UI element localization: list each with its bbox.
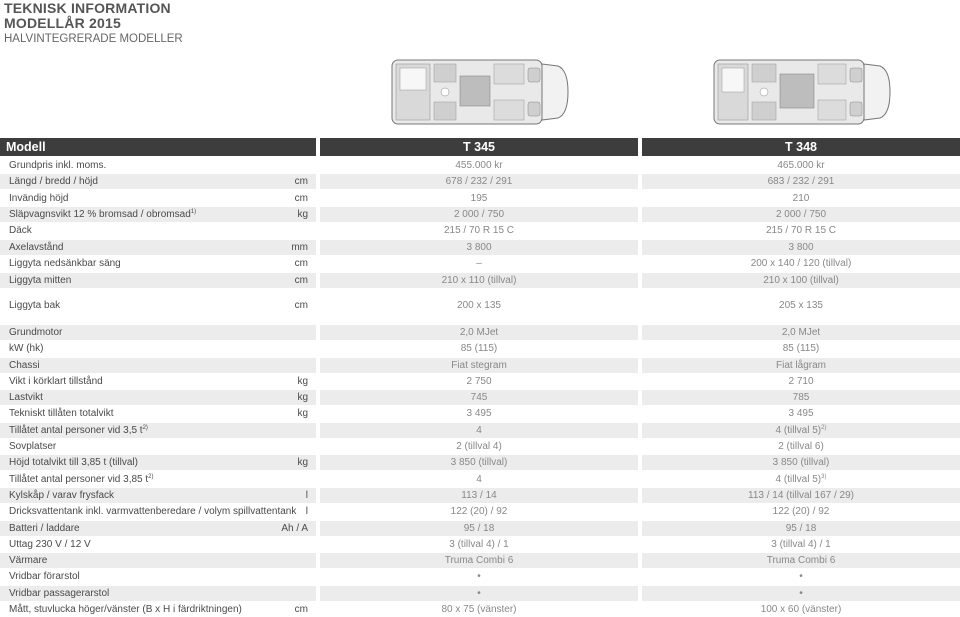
value-t348	[642, 273, 960, 288]
table-row	[0, 374, 960, 389]
row-label-text: Invändig höjd	[9, 193, 69, 204]
table-row	[0, 488, 960, 503]
row-label-text: Värmare	[9, 555, 48, 566]
table-row	[0, 158, 960, 173]
value-t345: Fiat stegram	[320, 358, 638, 373]
row-label-text: Axelavstånd	[9, 242, 64, 253]
footnote-marker: 1)	[190, 209, 197, 215]
value-t348-text: 3 495	[788, 408, 814, 419]
row-unit: kg	[297, 376, 308, 387]
value-t345: Truma Combi 6	[320, 553, 638, 568]
value-t345: –	[476, 258, 482, 269]
value-t345: 210 x 110 (tillval)	[320, 273, 638, 288]
table-row	[0, 341, 960, 356]
value-t348	[642, 358, 960, 373]
row-unit	[248, 472, 308, 487]
column-header-t348: T 348	[642, 138, 960, 156]
value-t348	[642, 553, 960, 568]
value-t348-text: 4 (tillval 5)	[775, 425, 822, 436]
value-t348	[642, 223, 960, 238]
row-unit: cm	[294, 604, 308, 615]
value-t348-text: •	[799, 571, 803, 582]
table-row	[0, 256, 960, 271]
table-row	[0, 537, 960, 552]
value-t345: 455.000 kr	[455, 160, 503, 171]
table-row	[0, 273, 960, 288]
row-unit	[248, 586, 308, 601]
row-unit: l	[305, 506, 308, 517]
value-t345: 95 / 18	[320, 521, 638, 536]
value-t345: 3 800	[320, 240, 638, 255]
row-unit: cm	[294, 275, 308, 286]
value-t345: 3 (tillval 4) / 1	[449, 539, 509, 550]
row-label-text: Kylskåp / varav frysfack	[9, 490, 115, 501]
value-t348	[642, 406, 960, 421]
table-row	[0, 472, 960, 487]
value-t345: •	[477, 571, 481, 582]
table-row	[0, 602, 960, 617]
row-unit: cm	[294, 258, 308, 269]
value-t348-text: 3 850 (tillval)	[772, 457, 830, 468]
floorplan-t345-image	[390, 56, 570, 128]
value-t348-text: 2 000 / 750	[775, 209, 827, 220]
table-row	[0, 223, 960, 238]
row-unit	[248, 325, 308, 340]
row-unit: mm	[291, 242, 308, 253]
value-t348-text: 465.000 kr	[777, 160, 825, 171]
row-label-text: Liggyta bak	[9, 300, 61, 311]
row-label-text: Dricksvattentank inkl. varmvattenberedare / volym spillvattentank	[9, 506, 297, 517]
value-t348-text: 95 / 18	[785, 523, 817, 534]
table-row	[0, 191, 960, 206]
row-label-text: Släpvagnsvikt 12 % bromsad / obromsad	[9, 209, 191, 220]
value-t348	[642, 521, 960, 536]
row-label-text: Grundmotor	[9, 327, 63, 338]
value-t348-text: Fiat lågram	[775, 360, 826, 371]
row-unit: kg	[297, 457, 308, 468]
value-t348-text: Truma Combi 6	[766, 555, 836, 566]
value-t345: 85 (115)	[460, 343, 498, 354]
row-label-text: Mått, stuvlucka höger/vänster (B x H i färdriktningen)	[9, 604, 242, 615]
table-row	[0, 553, 960, 568]
row-unit	[248, 423, 308, 438]
row-unit: Ah / A	[281, 523, 308, 534]
value-t345: 4	[320, 423, 638, 438]
value-t345: 195	[470, 193, 488, 204]
value-t345: 2 (tillval 4)	[456, 441, 502, 452]
value-t348-text: 2,0 MJet	[781, 327, 821, 338]
value-t348	[642, 240, 960, 255]
value-t348-text: 210 x 100 (tillval)	[763, 275, 839, 286]
page-subtitle: HALVINTEGRERADE MODELLER	[4, 33, 183, 45]
row-label-text: Höjd totalvikt till 3,85 t (tillval)	[9, 457, 138, 468]
value-t348	[642, 537, 960, 552]
footnote-marker: 3)	[821, 474, 827, 480]
value-t348-text: 3 (tillval 4) / 1	[771, 539, 831, 550]
value-t348	[642, 504, 960, 519]
value-t348	[642, 423, 960, 438]
value-t345: •	[320, 586, 638, 601]
value-t348	[642, 174, 960, 189]
value-t348	[642, 455, 960, 470]
row-label-text: Däck	[9, 225, 32, 236]
row-label-text: kW (hk)	[9, 343, 44, 354]
page-title: TEKNISK INFORMATION	[4, 0, 171, 16]
table-row	[0, 521, 960, 536]
value-t348-text: 215 / 70 R 15 C	[765, 225, 837, 236]
value-t348-text: 3 800	[788, 242, 814, 253]
table-row	[0, 358, 960, 373]
value-t348	[642, 439, 960, 454]
value-t345: 80 x 75 (vänster)	[441, 604, 517, 615]
value-t348	[642, 325, 960, 340]
column-header-t345: T 345	[320, 138, 638, 156]
row-unit	[248, 553, 308, 568]
value-t345: 3 850 (tillval)	[320, 455, 638, 470]
row-unit	[248, 569, 308, 584]
value-t345: 678 / 232 / 291	[320, 174, 638, 189]
row-unit: cm	[294, 193, 308, 204]
row-unit: kg	[297, 408, 308, 419]
table-row	[0, 390, 960, 405]
value-t348-text: 683 / 232 / 291	[767, 176, 835, 187]
value-t345: 2,0 MJet	[320, 325, 638, 340]
value-t348-text: 2 710	[788, 376, 814, 387]
value-t348-text: 4 (tillval 5)	[775, 474, 822, 485]
row-label-text: Vikt i körklart tillstånd	[9, 376, 103, 387]
footnote-marker: 2)	[821, 425, 827, 431]
row-label-text: Sovplatser	[9, 441, 57, 452]
table-row	[0, 569, 960, 584]
row-unit: kg	[297, 392, 308, 403]
row-label-text: Längd / bredd / höjd	[9, 176, 98, 187]
table-row	[0, 240, 960, 255]
row-unit: kg	[297, 209, 308, 220]
value-t348	[642, 472, 960, 487]
value-t345: 3 495	[466, 408, 492, 419]
row-label-text: Tillåtet antal personer vid 3,5 t	[9, 425, 143, 436]
row-unit: l	[305, 490, 308, 501]
row-label-text: Uttag 230 V / 12 V	[9, 539, 91, 550]
row-unit	[248, 537, 308, 552]
document-header	[4, 1, 183, 46]
table-row	[0, 439, 960, 454]
value-t345: 122 (20) / 92	[450, 506, 508, 517]
row-unit	[248, 158, 308, 173]
footnote-marker: 2)	[148, 474, 154, 480]
value-t348-text: 113 / 14 (tillval 167 / 29)	[748, 490, 854, 501]
row-label-text: Vridbar passagerarstol	[9, 588, 110, 599]
table-row	[0, 325, 960, 340]
value-t348	[642, 298, 960, 313]
row-unit	[248, 341, 308, 356]
value-t348	[642, 569, 960, 584]
row-label-text: Chassi	[9, 360, 40, 371]
row-label-text: Tekniskt tillåten totalvikt	[9, 408, 114, 419]
table-row	[0, 298, 960, 313]
row-unit: cm	[294, 300, 308, 311]
value-t348	[642, 256, 960, 271]
value-t348	[642, 374, 960, 389]
value-t348-text: 100 x 60 (vänster)	[760, 604, 842, 615]
table-row	[0, 406, 960, 421]
row-label-text: Lastvikt	[9, 392, 43, 403]
value-t348-text: 85 (115)	[782, 343, 820, 354]
value-t348-text: 205 x 135	[779, 300, 823, 311]
value-t348	[642, 488, 960, 503]
table-row	[0, 207, 960, 222]
value-t348-text: 200 x 140 / 120 (tillval)	[750, 258, 852, 269]
value-t345: 200 x 135	[457, 300, 501, 311]
row-label-text: Liggyta mitten	[9, 275, 72, 286]
value-t345: 113 / 14	[320, 488, 638, 503]
page-title-year: MODELLÅR 2015	[4, 15, 121, 31]
table-row	[0, 586, 960, 601]
row-unit	[248, 439, 308, 454]
value-t348-text: •	[799, 588, 803, 599]
row-label-text: Liggyta nedsänkbar säng	[9, 258, 121, 269]
value-t348	[642, 586, 960, 601]
table-row	[0, 504, 960, 519]
table-row	[0, 174, 960, 189]
row-label-text: Grundpris inkl. moms.	[9, 160, 107, 171]
row-unit	[248, 358, 308, 373]
row-label-text: Vridbar förarstol	[9, 571, 80, 582]
value-t348-text: 2 (tillval 6)	[778, 441, 824, 452]
row-unit: cm	[294, 176, 308, 187]
value-t348	[642, 602, 960, 617]
value-t348-text: 785	[792, 392, 810, 403]
table-row	[0, 423, 960, 438]
floorplan-t348-image	[712, 56, 892, 128]
value-t345: 2 750	[466, 376, 492, 387]
value-t348-text: 122 (20) / 92	[772, 506, 830, 517]
value-t345: 745	[320, 390, 638, 405]
value-t348	[642, 390, 960, 405]
row-label-text: Tillåtet antal personer vid 3,85 t	[9, 474, 149, 485]
value-t348-text: 210	[792, 193, 810, 204]
value-t348	[642, 191, 960, 206]
value-t348	[642, 158, 960, 173]
row-label-text: Batteri / laddare	[9, 523, 80, 534]
value-t345: 215 / 70 R 15 C	[443, 225, 515, 236]
value-t345: 4	[476, 474, 482, 485]
model-header: Modell	[0, 138, 316, 156]
value-t348	[642, 207, 960, 222]
table-row	[0, 455, 960, 470]
value-t348	[642, 341, 960, 356]
value-t345: 2 000 / 750	[320, 207, 638, 222]
footnote-marker: 2)	[142, 425, 148, 431]
row-unit	[248, 223, 308, 238]
